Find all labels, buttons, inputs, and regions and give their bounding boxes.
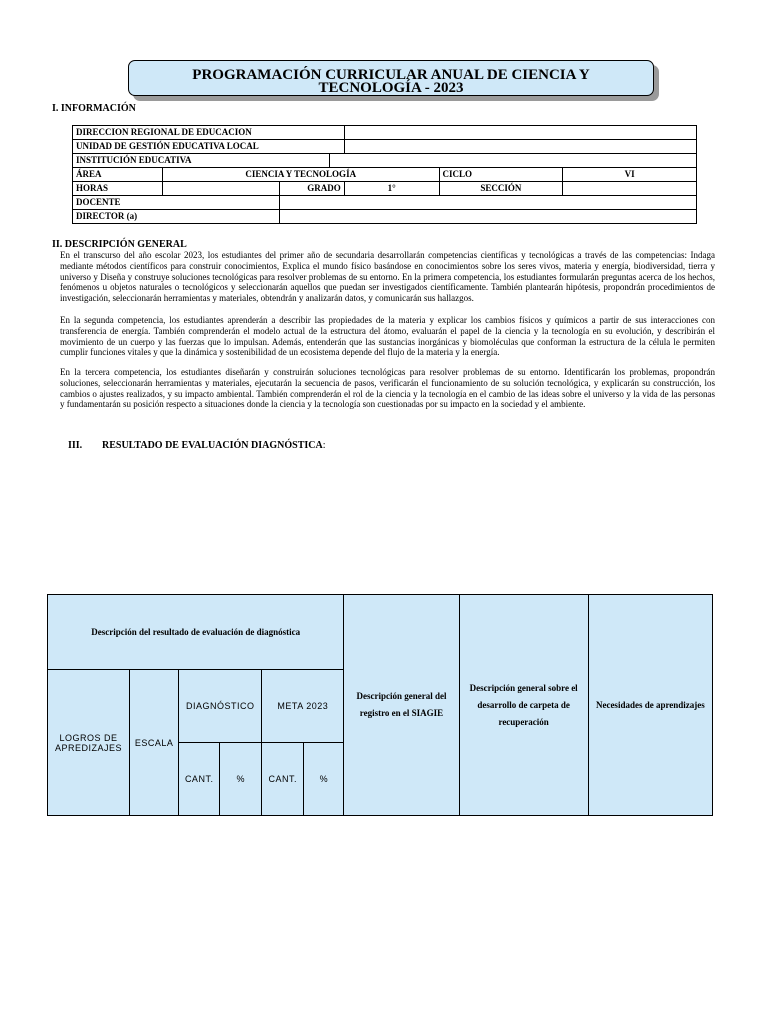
title-line-1: PROGRAMACIÓN CURRICULAR ANUAL DE CIENCIA Y (192, 67, 590, 83)
dre-value[interactable] (344, 126, 696, 140)
description-paragraph-3: En la tercera competencia, los estudiantes diseñarán y construirán soluciones tecnológicas para resolver problemas de su entorno. Identificarán los problemas, propondrán soluciones, seleccionarán herramientas y materiales, ejecutarán la secuencia de pasos, verificarán el funcionamiento de su solución tecnológica, y explicarán su construcción, los cambios o ajustes realizados, y su impacto ambiental. También comprenderán el rol de la ciencia y la tecnología en el cambio de las ideas sobre el universo y la vida de las personas y fundamentarán su posición respecto a situaciones donde la ciencia y la tecnología son cuestionadas por su impacto en la sociedad y el ambiente. (60, 367, 715, 410)
ugel-label: UNIDAD DE GESTIÓN EDUCATIVA LOCAL (73, 140, 345, 154)
info-row-area (73, 168, 697, 182)
meta-pct-header: % (304, 743, 344, 816)
ugel-value[interactable] (344, 140, 696, 154)
director-label: DIRECTOR (a) (73, 210, 280, 224)
docente-value[interactable] (279, 196, 696, 210)
ciclo-label: CICLO (439, 168, 563, 182)
meta-header: META 2023 (262, 670, 344, 743)
section-3-colon: : (322, 440, 326, 451)
info-row-dre (73, 126, 697, 140)
grado-label: GRADO (279, 182, 344, 196)
ciclo-value: VI (563, 168, 697, 182)
description-paragraph-1: En el transcurso del año escolar 2023, los estudiantes del primer año de secundaria desarrollarán competencias científicas y tecnológicas a través de las competencias: Indaga mediante métodos científicos para construir conocimientos, Explica el mundo físico basándose en conocimientos sobre los seres vivos, materia y energía, biodiversidad, tierra y universo y Diseña y construye soluciones tecnológicas para resolver problemas de su entorno. En la primera competencia, los estudiantes formularán preguntas acerca de los hechos, fenómenos u objetos naturales o tecnológicos y seleccionarán aquellos que puedan ser investigados científicamente. También plantearán hipótesis, propondrán procedimientos de investigación, seleccionarán herramientas y materiales, obtendrán y analizarán datos, y comunicarán sus hallazgos. (60, 250, 715, 304)
info-row-ugel (73, 140, 697, 154)
diagnostic-evaluation-table (47, 594, 713, 816)
diagnostico-header: DIAGNÓSTICO (179, 670, 262, 743)
grado-value: 1° (344, 182, 439, 196)
area-value: CIENCIA Y TECNOLOGÍA (162, 168, 439, 182)
seccion-label: SECCIÓN (439, 182, 563, 196)
section-1-heading: I. INFORMACIÓN (52, 103, 136, 114)
section-2-heading: II. DESCRIPCIÓN GENERAL (52, 239, 187, 250)
carpeta-header: Descripción general sobre el desarrollo de carpeta de recuperación (459, 595, 588, 816)
siagie-header: Descripción general del registro en el SIAGIE (344, 595, 459, 816)
logros-header: LOGROS DE APREDIZAJES (48, 670, 130, 816)
director-value[interactable] (279, 210, 696, 224)
info-table (72, 125, 697, 224)
section-3-heading (102, 440, 325, 451)
description-paragraph-2: En la segunda competencia, los estudiantes aprenderán a describir las propiedades de la materia y explicar los cambios físicos y químicos a partir de sus interacciones con transferencia de energía. También comprenderán el modelo actual de la estructura del átomo, evaluarán el papel de la ciencia y la tecnología en su evolución, y describirán el movimiento de un cuerpo y las fuerzas que lo impulsan. Además, entenderán que las sustancias inorgánicas y biomoléculas que conforman la estructura de la célula le permiten cumplir funciones vitales y que la dinámica y sostenibilidad de un ecosistema depende del flujo de la materia y la energía. (60, 315, 715, 358)
diagnostico-cant-header: CANT. (179, 743, 220, 816)
desc-result-header: Descripción del resultado de evaluación de diagnóstica (48, 595, 344, 670)
meta-cant-header: CANT. (262, 743, 304, 816)
info-row-horas (73, 182, 697, 196)
section-3-heading-text: RESULTADO DE EVALUACIÓN DIAGNÓSTICA (102, 440, 323, 451)
title-line-2: TECNOLOGÍA - 2023 (318, 80, 464, 96)
document-title-box (128, 60, 654, 96)
docente-label: DOCENTE (73, 196, 280, 210)
ie-label: INSTITUCIÓN EDUCATIVA (73, 154, 330, 168)
info-row-docente (73, 196, 697, 210)
seccion-value[interactable] (563, 182, 697, 196)
escala-header: ESCALA (130, 670, 179, 816)
horas-label: HORAS (73, 182, 163, 196)
ie-value[interactable] (329, 154, 696, 168)
info-row-ie (73, 154, 697, 168)
horas-value[interactable] (162, 182, 279, 196)
necesidades-header: Necesidades de aprendizajes (588, 595, 712, 816)
section-3-number: III. (68, 440, 83, 451)
diagnostico-pct-header: % (220, 743, 262, 816)
eval-row-1 (48, 595, 713, 670)
area-label: ÁREA (73, 168, 163, 182)
info-row-director (73, 210, 697, 224)
dre-label: DIRECCION REGIONAL DE EDUCACION (73, 126, 345, 140)
